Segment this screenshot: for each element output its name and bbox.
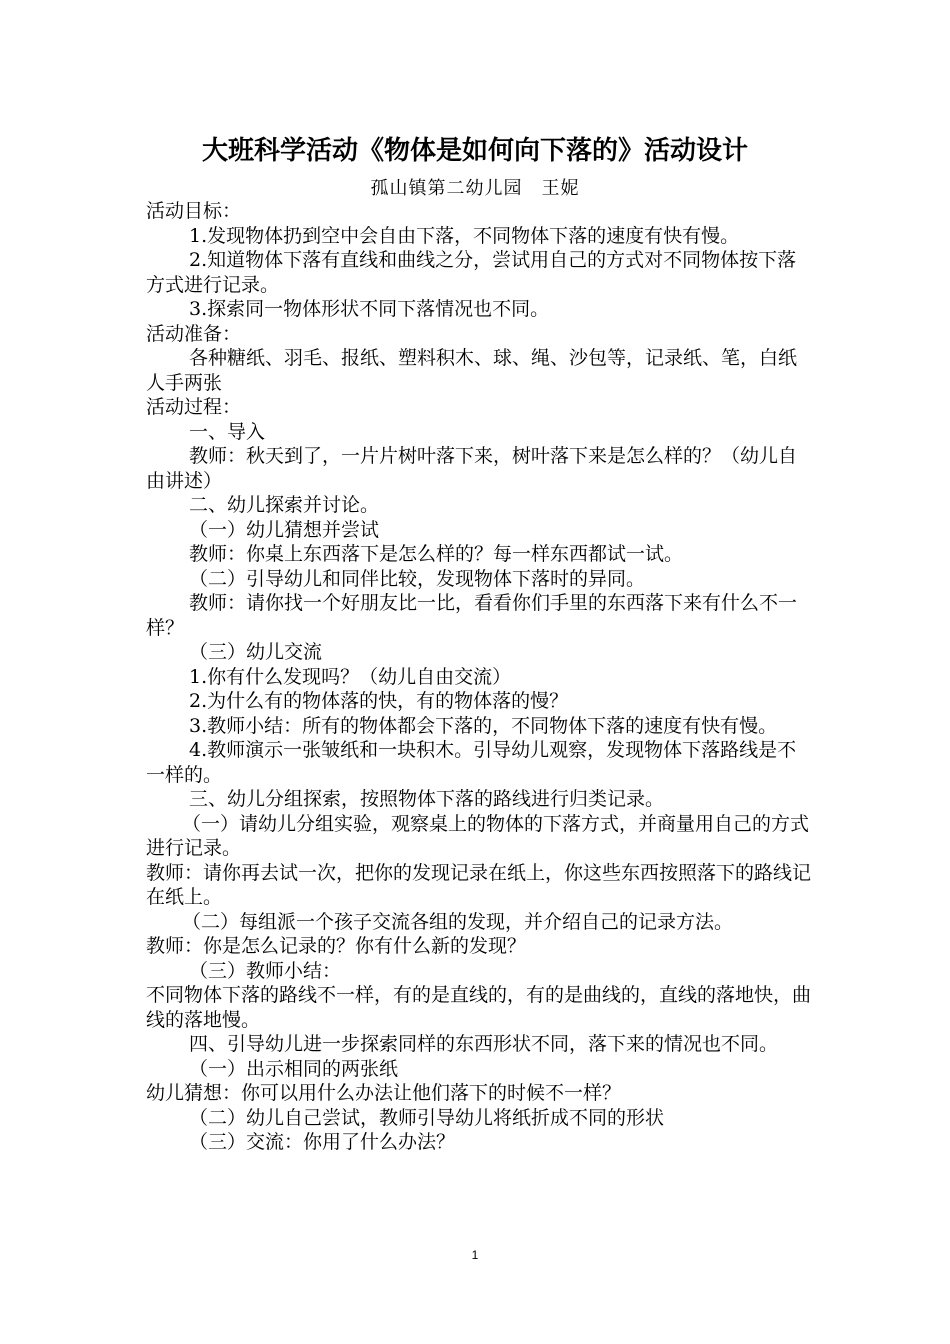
paragraph: 各种糖纸、羽毛、报纸、塑料积木、球、绳、沙包等，记录纸、笔，白纸人手两张	[146, 347, 798, 394]
paragraph: 1.发现物体扔到空中会自由下落，不同物体下落的速度有快有慢。	[189, 224, 740, 247]
paragraph: （一）幼儿猜想并尝试	[189, 518, 380, 541]
paragraph: （三）交流：你用了什么办法？	[189, 1131, 456, 1153]
paragraph: 教师：请你找一个好朋友比一比，看看你们手里的东西落下来有什么不一样？	[146, 592, 798, 639]
paragraph: 不同物体下落的路线不一样，有的是直线的，有的是曲线的，直线的落地快，曲线的落地慢。	[146, 984, 812, 1031]
document-body	[146, 199, 814, 1155]
paragraph: 1.你有什么发现吗？（幼儿自由交流）	[189, 665, 512, 688]
paragraph: 4.教师演示一张皱纸和一块积木。引导幼儿观察，发现物体下落路线是不一样的。	[146, 739, 797, 786]
paragraph: 三、幼儿分组探索，按照物体下落的路线进行归类记录。	[189, 788, 665, 810]
paragraph: （三）幼儿交流	[189, 641, 323, 663]
paragraph: 活动准备：	[146, 322, 242, 345]
paragraph: 二、幼儿探索并讨论。	[189, 494, 380, 516]
paragraph: （一）出示相同的两张纸	[189, 1057, 399, 1080]
paragraph: （二）引导幼儿和同伴比较，发现物体下落时的异同。	[189, 567, 646, 590]
paragraph: 2.知道物体下落有直线和曲线之分，尝试用自己的方式对不同物体按下落方式进行记录。	[146, 249, 797, 296]
paragraph: 幼儿猜想：你可以用什么办法让他们落下的时候不一样？	[146, 1082, 622, 1104]
paragraph: 四、引导幼儿进一步探索同样的东西形状不同，落下来的情况也不同。	[189, 1033, 779, 1055]
document-title: 大班科学活动《物体是如何向下落的》活动设计	[201, 136, 748, 166]
paragraph: 教师：请你再去试一次，把你的发现记录在纸上，你这些东西按照落下的路线记在纸上。	[146, 861, 812, 908]
paragraph: 教师：你桌上东西落下是怎么样的？每一样东西都试一试。	[189, 543, 684, 565]
paragraph: 3.教师小结：所有的物体都会下落的，不同物体下落的速度有快有慢。	[189, 714, 778, 737]
paragraph: 活动过程：	[146, 396, 242, 418]
paragraph: 教师：秋天到了，一片片树叶落下来，树叶落下来是怎么样的？（幼儿自由讲述）	[146, 445, 798, 492]
author-line: 孤山镇第二幼儿园 王妮	[370, 178, 580, 199]
paragraph: （一）请幼儿分组实验，观察桌上的物体的下落方式，并商量用自己的方式进行记录。	[146, 812, 810, 859]
paragraph: 教师：你是怎么记录的？你有什么新的发现？	[146, 935, 527, 957]
paragraph: （二）幼儿自己尝试，教师引导幼儿将纸折成不同的形状	[189, 1106, 665, 1129]
paragraph: 2.为什么有的物体落的快，有的物体落的慢？	[189, 690, 569, 712]
page-number: 1	[471, 1248, 479, 1262]
paragraph: （二）每组派一个孩子交流各组的发现，并介绍自己的记录方法。	[182, 910, 734, 933]
paragraph: 活动目标：	[146, 200, 242, 222]
paragraph: （三）教师小结：	[189, 959, 342, 982]
paragraph: 3.探索同一物体形状不同下落情况也不同。	[189, 298, 550, 320]
paragraph: 一、导入	[189, 420, 266, 443]
